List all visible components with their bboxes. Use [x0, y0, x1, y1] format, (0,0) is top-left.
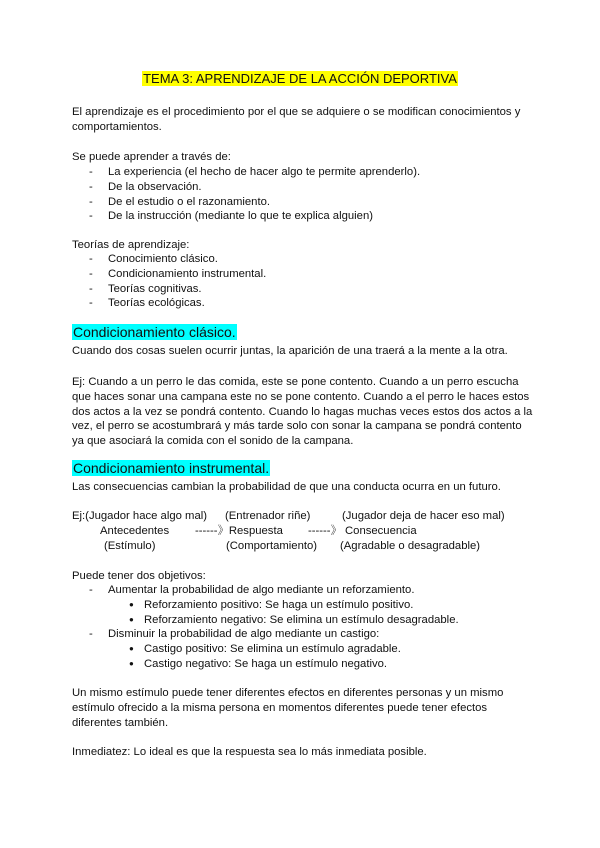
list-item: - Teorías ecológicas. — [72, 296, 532, 311]
diagram-cell: (Comportamiento) — [226, 540, 318, 552]
diagram-cell: Antecedentes — [100, 525, 170, 537]
list-item: - De la observación. — [72, 180, 532, 195]
sublist-wrapper — [72, 642, 532, 672]
page-title: TEMA 3: APRENDIZAJE DE LA ACCIÓN DEPORTIVA — [143, 71, 457, 86]
classic-definition: Cuando dos cosas suelen ocurrir juntas, la aparición de una traerá a la mente a la otra. — [72, 345, 508, 357]
diagram-cell: ------》Respuesta — [195, 525, 283, 537]
immediacy-paragraph: Inmediatez: Lo ideal es que la respuesta sea lo más inmediata posible. — [72, 746, 427, 758]
ways-heading: Se puede aprender a través de: — [72, 151, 231, 163]
list-item: - De la instrucción (mediante lo que te explica alguien) — [72, 209, 532, 224]
diagram-cell: (Agradable o desagradable) — [340, 540, 481, 552]
list-item: ● Reforzamiento negativo: Se elimina un estímulo desagradable. — [72, 613, 532, 628]
list-item: - Conocimiento clásico. — [72, 252, 532, 267]
list-item: ● Castigo negativo: Se haga un estímulo negativo. — [72, 657, 532, 672]
instrumental-definition: Las consecuencias cambian la probabilidad de que una conducta ocurra en un futuro. — [72, 481, 501, 493]
list-item: - Disminuir la probabilidad de algo mediante un castigo: — [72, 627, 532, 642]
sublist-wrapper — [72, 598, 532, 628]
punishment-list — [72, 642, 532, 672]
list-item: - De el estudio o el razonamiento. — [72, 195, 532, 210]
diagram-cell: (Estímulo) — [104, 540, 156, 552]
list-item: ● Reforzamiento positivo: Se haga un estímulo positivo. — [72, 598, 532, 613]
diagram-cell: Ej:(Jugador hace algo mal) — [72, 510, 208, 522]
reinforcement-list — [72, 598, 532, 628]
list-item: - Aumentar la probabilidad de algo mediante un reforzamiento. — [72, 583, 532, 598]
diagram-cell: (Entrenador riñe) — [225, 510, 311, 522]
list-item: - La experiencia (el hecho de hacer algo te permite aprenderlo). — [72, 165, 532, 180]
theories-heading: Teorías de aprendizaje: — [72, 239, 190, 251]
objectives-heading: Puede tener dos objetivos: — [72, 570, 206, 582]
objectives-list — [72, 583, 532, 672]
list-item: ● Castigo positivo: Se elimina un estímulo agradable. — [72, 642, 532, 657]
note-paragraph: Un mismo estímulo puede tener diferentes efectos en diferentes personas y un mismo estímulo ofrecido a la misma persona en momentos diferentes puede tener efectos diferentes también. — [72, 687, 504, 729]
list-item: - Condicionamiento instrumental. — [72, 267, 532, 282]
classic-example: Ej: Cuando a un perro le das comida, este se pone contento. Cuando a un perro escucha que haces sonar una campana este no se pone contento. Cuando a el perro le haces estos dos actos a la vez se pondrá contento. Cuando lo hagas muchas veces estos dos actos a la vez, el perro se acostumbrará y más tarde solo con sonar la campana se pondrá contento ya que asociará la comida con el sonido de la campana. — [72, 376, 533, 448]
section-heading-instrumental: Condicionamiento instrumental. — [73, 460, 270, 476]
section-heading-classic: Condicionamiento clásico. — [73, 324, 236, 340]
diagram-cell: (Jugador deja de hacer eso mal) — [342, 510, 505, 522]
intro-paragraph: El aprendizaje es el procedimiento por el que se adquiere o se modifican conocimientos y comportamientos. — [72, 106, 521, 133]
list-item: - Teorías cognitivas. — [72, 282, 532, 297]
diagram-cell: ------》 Consecuencia — [308, 525, 417, 537]
ways-list — [72, 165, 532, 224]
theories-list — [72, 252, 532, 311]
